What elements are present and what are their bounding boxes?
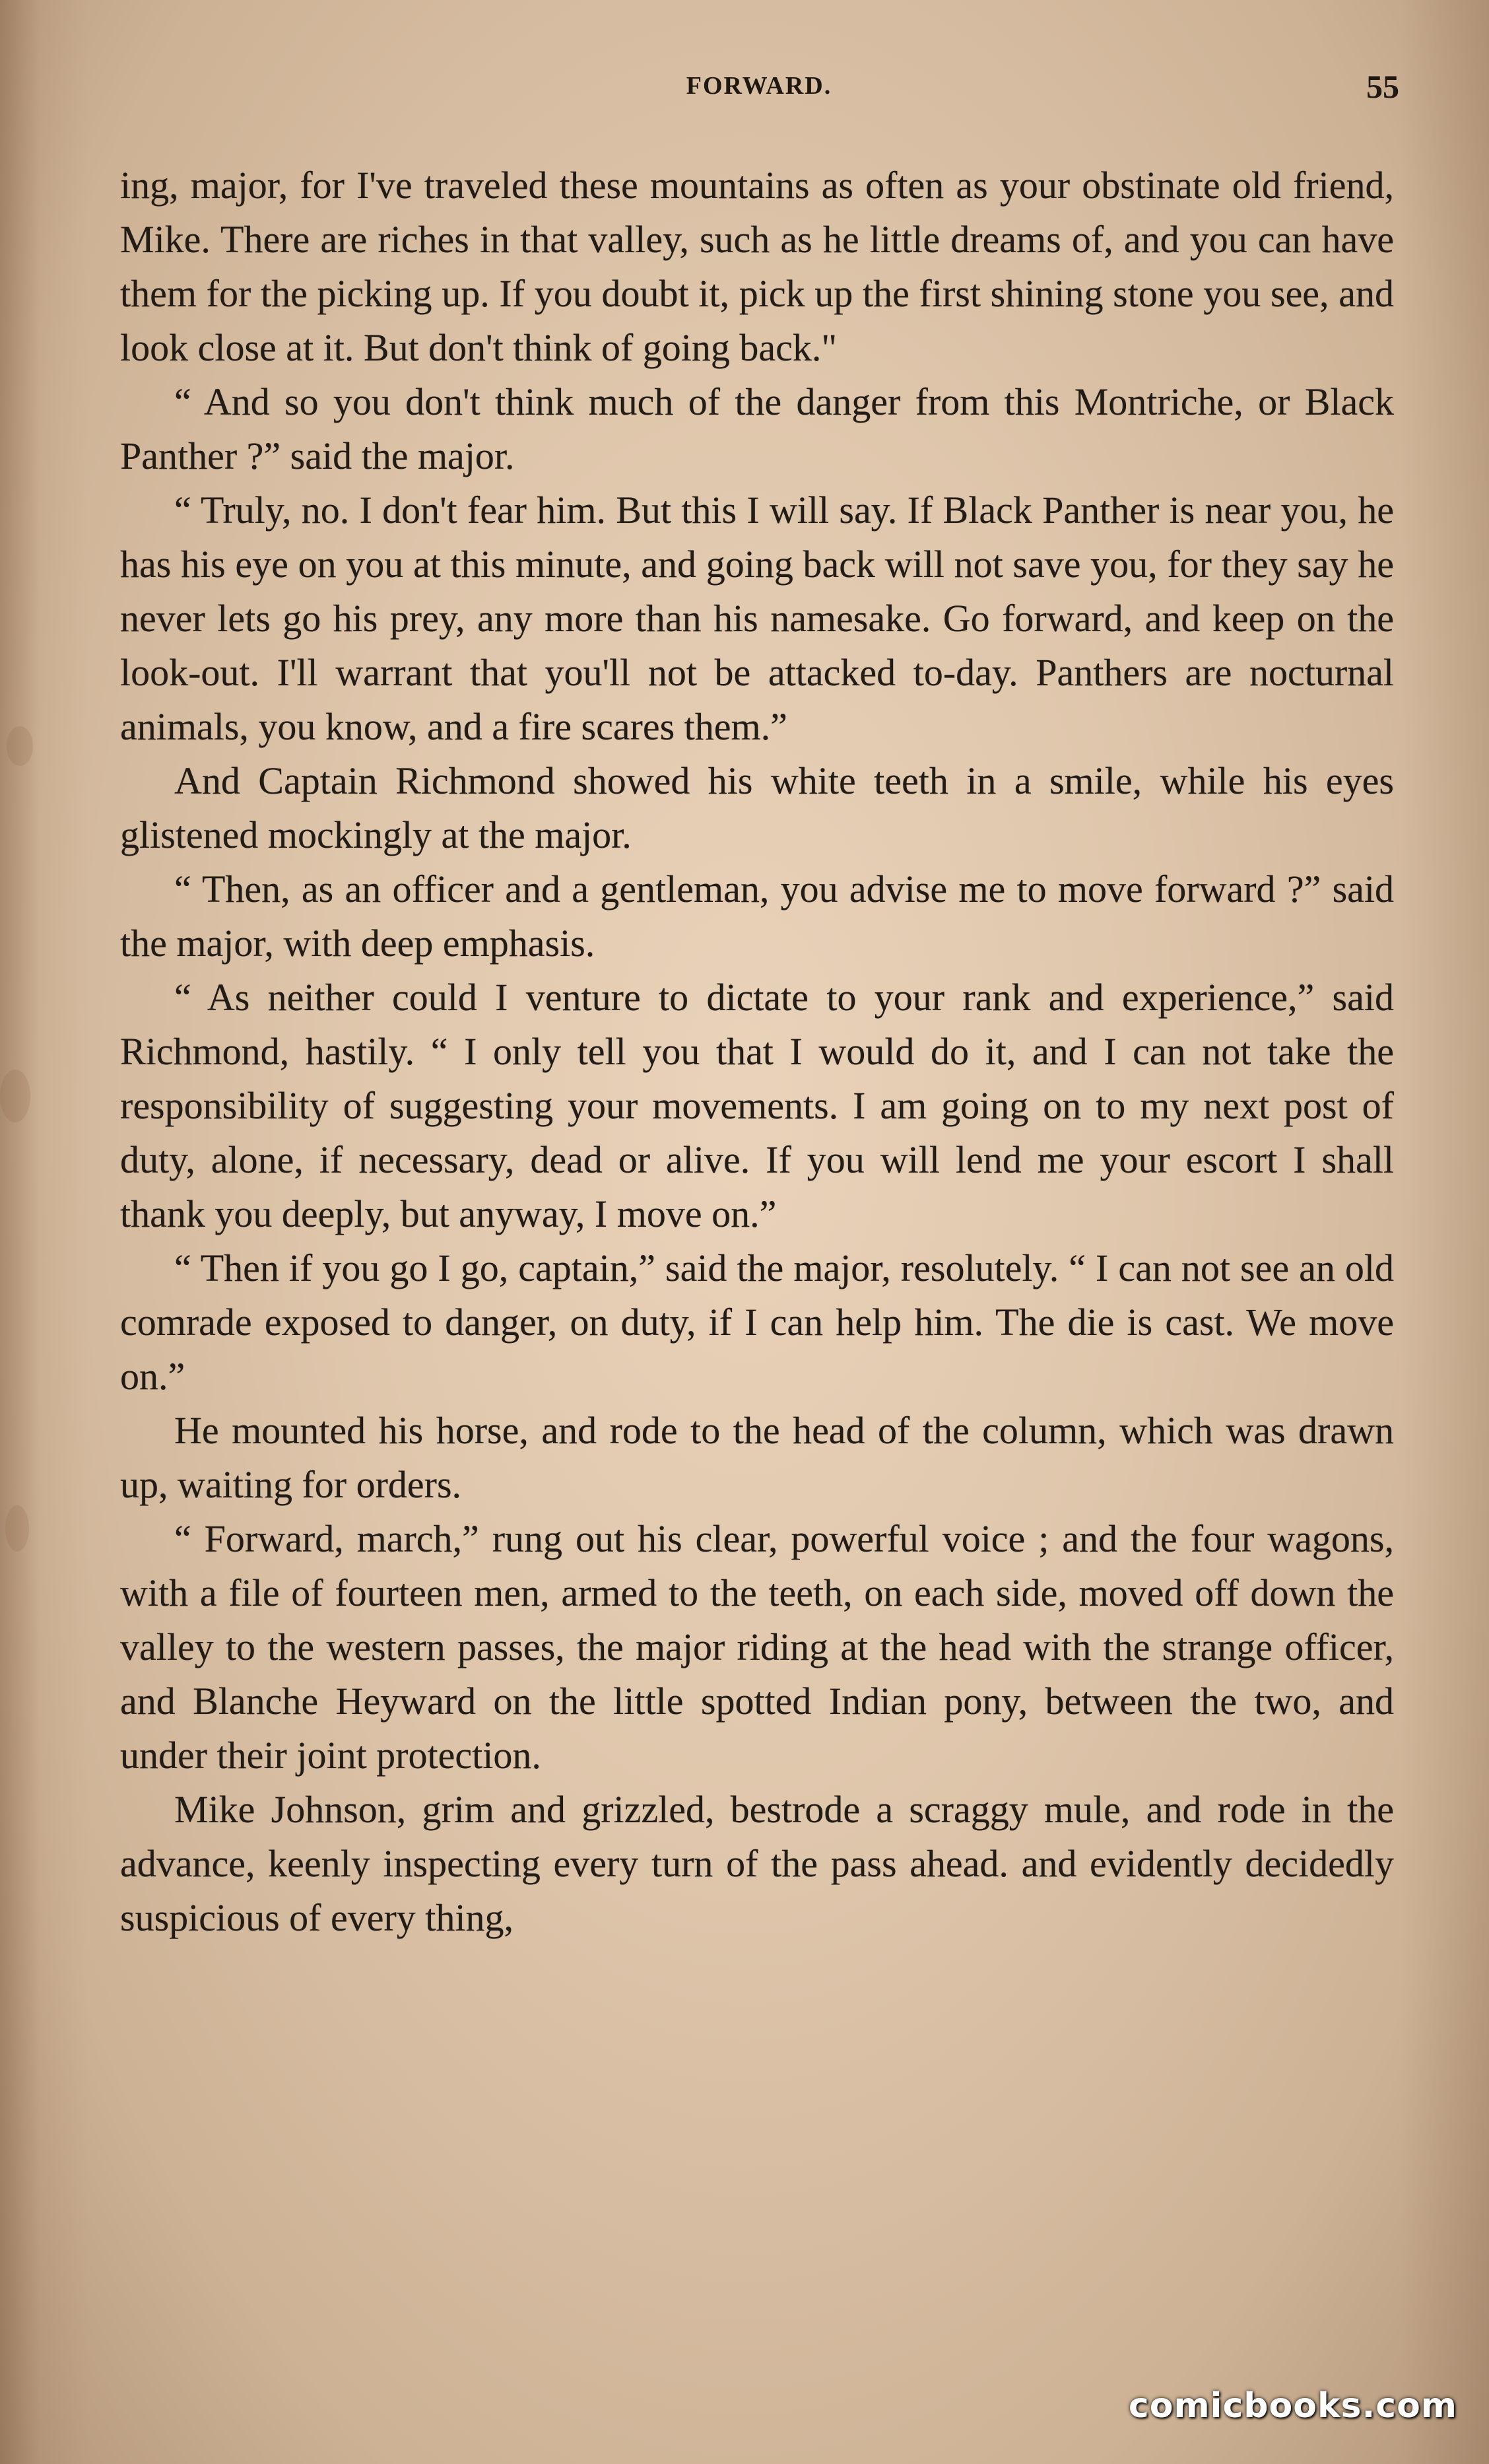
paragraph: And Captain Richmond showed his white teeth in a smile, while his eyes glistened mockingly at the major. xyxy=(120,759,1394,856)
paper-stain xyxy=(7,726,33,766)
paragraph: “ Truly, no. I don't fear him. But this I will say. If Black Panther is near you, he has his eye on you at this minute, and going back will not save you, for they say he never lets go his prey, any more than his namesake. Go forward, and keep on the look-out. I'll warrant that you'll not be attacked to-day. Panthers are nocturnal animals, you know, and a fire scares them.” xyxy=(120,489,1394,748)
running-head: FORWARD. xyxy=(686,72,832,100)
page-header xyxy=(119,68,1399,111)
paragraph: “ And so you don't think much of the danger from this Montriche, or Black Panther ?” said the major. xyxy=(120,380,1394,477)
paper-stain xyxy=(5,1505,29,1552)
paper-stain xyxy=(0,1070,30,1122)
page-number: 55 xyxy=(1366,68,1399,105)
body-text xyxy=(120,158,1394,1945)
paragraph: “ Then if you go I go, captain,” said the major, resolutely. “ I can not see an old comrade exposed to danger, on duty, if I can help him. The die is cast. We move on.” xyxy=(120,1247,1394,1398)
site-watermark: comicbooks.com xyxy=(1128,2386,1457,2426)
page-gutter-shadow xyxy=(0,0,40,2464)
paragraph: “ Forward, march,” rung out his clear, powerful voice ; and the four wagons, with a file of fourteen men, armed to the teeth, on each side, moved off down the valley to the western passes, the major riding at the head with the strange officer, and Blanche Heyward on the little spotted Indian pony, between the two, and under their joint protection. xyxy=(120,1517,1394,1777)
paragraph: “ Then, as an officer and a gentleman, you advise me to move forward ?” said the major, with deep emphasis. xyxy=(120,868,1394,965)
paragraph: “ As neither could I venture to dictate to your rank and experience,” said Richmond, hastily. “ I only tell you that I would do it, and I can not take the responsibility of suggesting your movements. I am going on to my next post of duty, alone, if necessary, dead or alive. If you will lend me your escort I shall thank you deeply, but anyway, I move on.” xyxy=(120,976,1394,1235)
paragraph: He mounted his horse, and rode to the head of the column, which was drawn up, waiting for orders. xyxy=(120,1409,1394,1506)
paragraph: Mike Johnson, grim and grizzled, bestrode a scraggy mule, and rode in the advance, keenly inspecting every turn of the pass ahead. and evidently decidedly suspicious of every thing, xyxy=(120,1788,1394,1939)
paragraph: ing, major, for I've traveled these mountains as often as your obstinate old friend, Mike. There are riches in that valley, such as he little dreams of, and you can have them for the picking up. If you doubt it, pick up the first shining stone you see, and look close at it. But don't think of going back." xyxy=(120,164,1394,369)
